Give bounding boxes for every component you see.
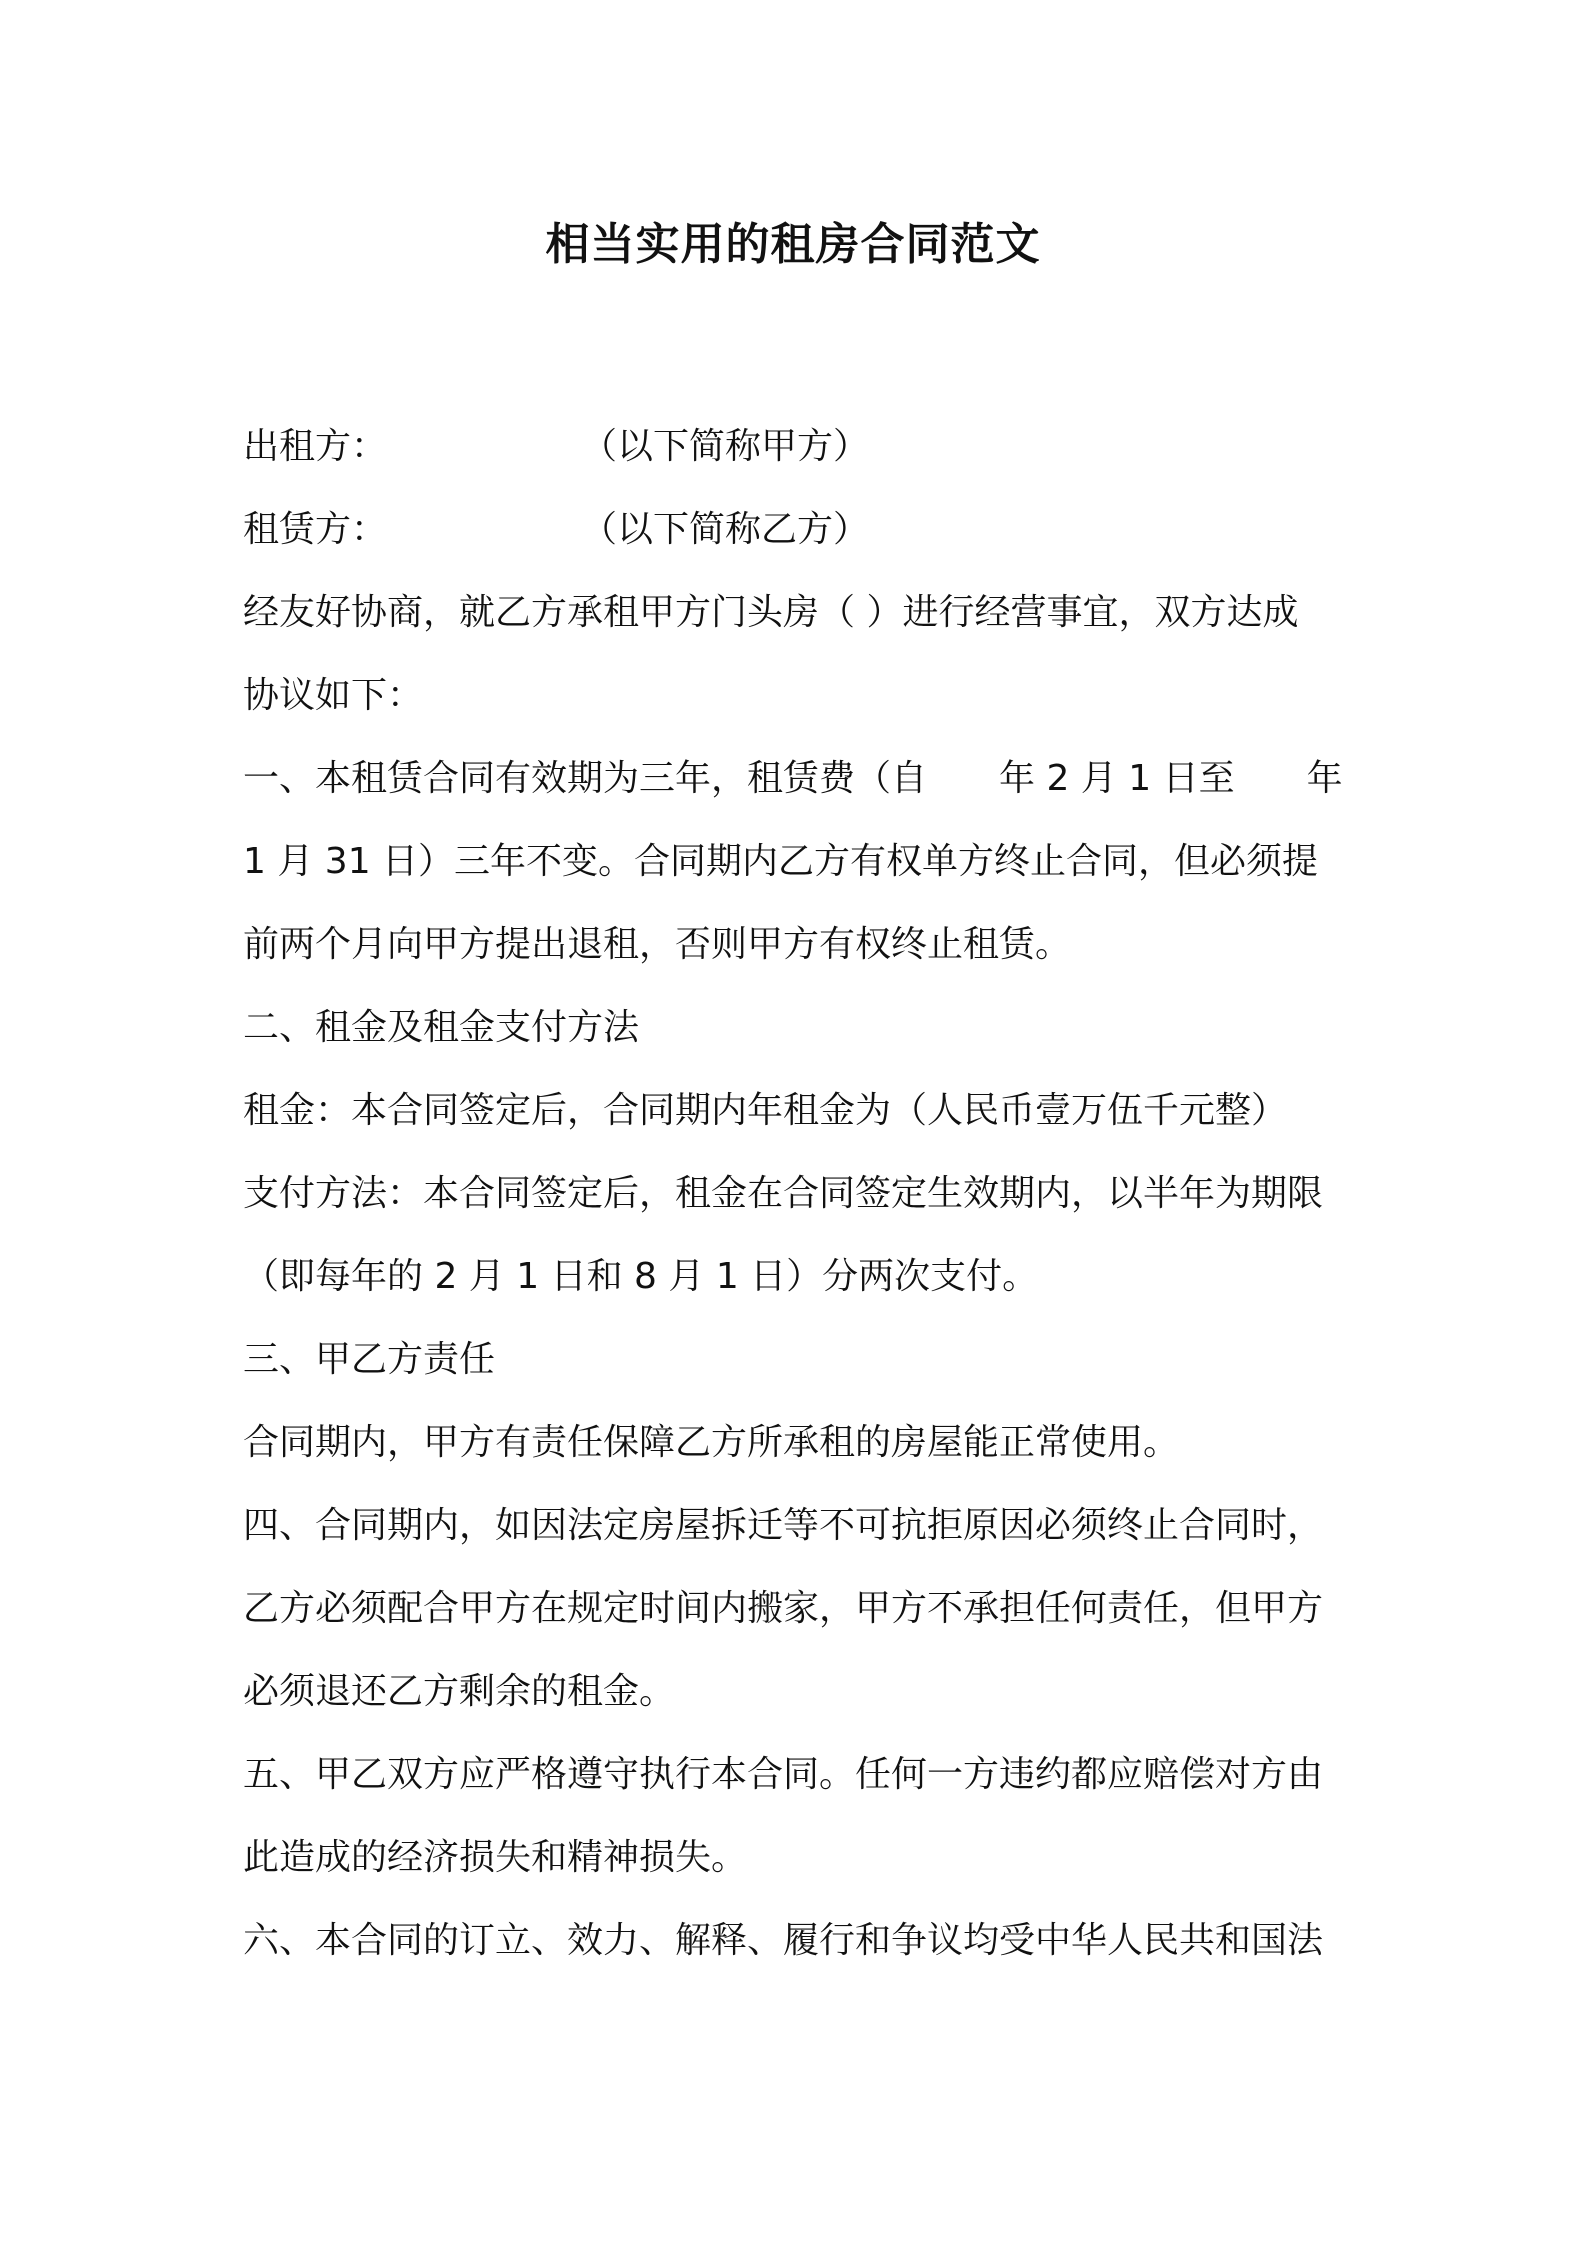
body-line: 五、甲乙双方应严格遵守执行本合同。任何一方违约都应赔偿对方由	[243, 1754, 1324, 1795]
lessee-label: 租赁方：	[243, 509, 388, 550]
lessor-label: 出租方：	[243, 426, 388, 467]
body-line: 1 月 31 日）三年不变。合同期内乙方有权单方终止合同，但必须提	[243, 841, 1319, 882]
section-heading: 二、租金及租金支付方法	[243, 1007, 640, 1048]
body-line: 经友好协商，就乙方承租甲方门头房（ ）进行经营事宜，双方达成	[243, 592, 1299, 633]
body-line: 支付方法：本合同签定后，租金在合同签定生效期内，以半年为期限	[243, 1173, 1324, 1214]
body-line: 租金：本合同签定后，合同期内年租金为（人民币壹万伍千元整）	[243, 1090, 1288, 1131]
document-title: 相当实用的租房合同范文	[545, 219, 1041, 270]
body-line: 此造成的经济损失和精神损失。	[243, 1837, 748, 1878]
body-line: 六、本合同的订立、效力、解释、履行和争议均受中华人民共和国法	[243, 1920, 1324, 1961]
body-line: 必须退还乙方剩余的租金。	[243, 1671, 676, 1712]
body-line: 四、合同期内，如因法定房屋拆迁等不可抗拒原因必须终止合同时，	[243, 1505, 1324, 1546]
lessee-note: （以下简称乙方）	[581, 509, 870, 550]
lessee-line	[243, 488, 1361, 571]
body-line: 协议如下：	[243, 675, 424, 716]
body-line: 前两个月向甲方提出退租，否则甲方有权终止租赁。	[243, 924, 1072, 965]
body-line: 一、本租赁合同有效期为三年，租赁费（自 年 2 月 1 日至 年	[243, 758, 1343, 799]
body-line: 合同期内，甲方有责任保障乙方所承租的房屋能正常使用。	[243, 1422, 1180, 1463]
document-body	[243, 405, 1361, 1982]
lessor-note: （以下简称甲方）	[581, 426, 870, 467]
section-heading: 三、甲乙方责任	[243, 1339, 496, 1380]
body-line: 乙方必须配合甲方在规定时间内搬家，甲方不承担任何责任，但甲方	[243, 1588, 1324, 1629]
lessor-line	[243, 405, 1361, 488]
body-line: （即每年的 2 月 1 日和 8 月 1 日）分两次支付。	[243, 1256, 1039, 1297]
